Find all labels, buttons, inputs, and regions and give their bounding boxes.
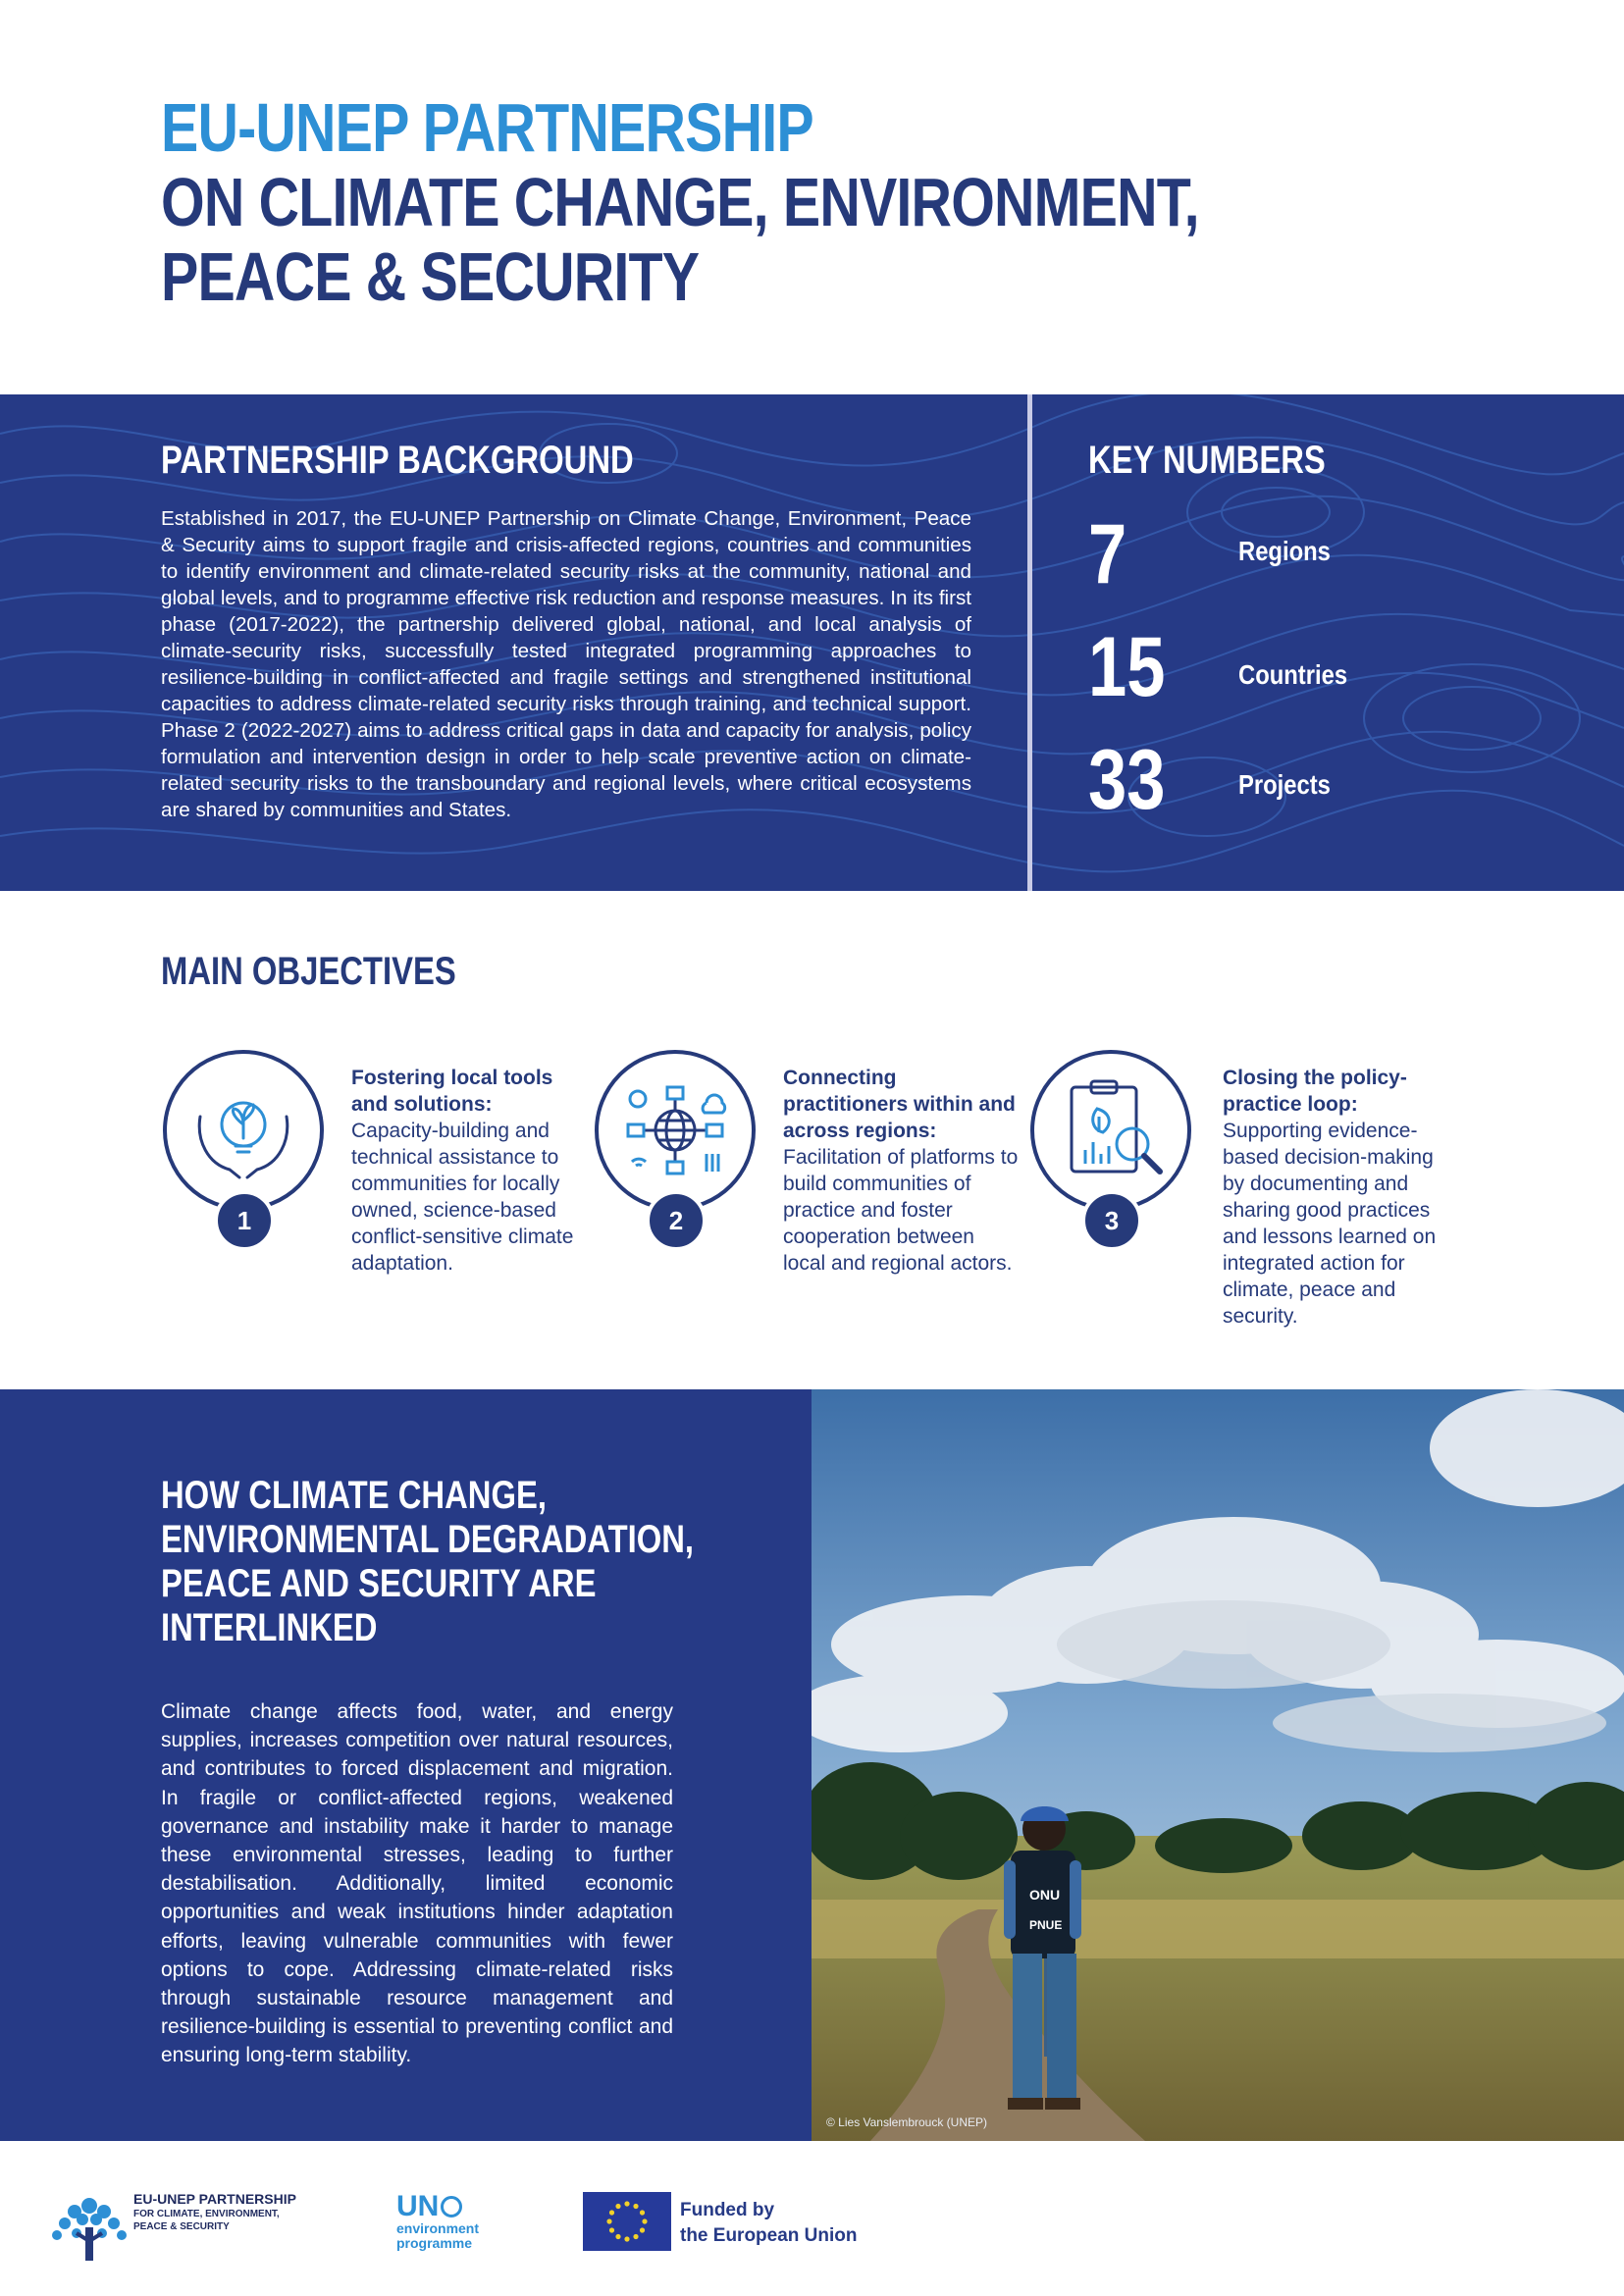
unep-logo <box>396 2192 479 2251</box>
interlinked-heading-line-3: PEACE AND SECURITY ARE <box>161 1562 597 1605</box>
objective-1 <box>351 1065 587 1277</box>
vest-text-onu: ONU <box>1029 1887 1061 1903</box>
title-line-1: EU-UNEP PARTNERSHIP <box>161 89 813 166</box>
clipboard-magnifier-icon <box>1028 1048 1193 1213</box>
funded-by-eu <box>680 2198 858 2249</box>
interlinked-heading-line-1: HOW CLIMATE CHANGE, <box>161 1474 547 1517</box>
objective-2 <box>783 1065 1019 1277</box>
partnership-logo-line-3: PEACE & SECURITY <box>133 2221 230 2232</box>
funded-by-line-1: Funded by <box>680 2200 775 2220</box>
plant-hands-icon <box>161 1048 326 1213</box>
field-photo <box>812 1389 1624 2141</box>
objective-3 <box>1223 1065 1458 1330</box>
unep-logo-un: UN <box>396 2190 440 2222</box>
partnership-logo-line-2: FOR CLIMATE, ENVIRONMENT, <box>133 2209 280 2219</box>
objective-2-number: 2 <box>646 1190 707 1251</box>
background-text: Established in 2017, the EU-UNEP Partnership on Climate Change, Environment, Peace & Security aims to support fragile and crisis-affected regions, countries and communities to identify environment and climate-related security risks at the community, national and global levels, and to programme effective risk reduction and response measures. In its first phase (2017-2022), the partnership delivered global, national, and local analysis of climate-security risks, successfully tested integrated programming approaches to resilience-building in conflict-affected and fragile settings and strengthened institutional capacities to address climate-related security risks through training, and technical support. Phase 2 (2022-2027) aims to address critical gaps in data and capacity for analysis, policy formulation and intervention design in order to help scale preventive action on climate-related security risks to the transboundary and regional levels, where critical ecosystems are shared by communities and States. <box>161 507 971 821</box>
key-number-projects-value: 33 <box>1088 733 1166 827</box>
band-divider <box>1027 394 1032 891</box>
objective-3-number: 3 <box>1081 1190 1142 1251</box>
objective-3-text: Supporting evidence-based decision-making by documenting and sharing good practices and lessons learned on integrated action for climate, peace and security. <box>1223 1120 1437 1328</box>
unep-logo-line-3: programme <box>396 2235 473 2251</box>
title-line-2: ON CLIMATE CHANGE, ENVIRONMENT, <box>161 164 1199 240</box>
eu-flag-icon <box>583 2192 671 2251</box>
interlinked-heading-line-4: INTERLINKED <box>161 1606 378 1649</box>
partnership-logo-line-1: EU-UNEP PARTNERSHIP <box>133 2191 296 2207</box>
key-numbers-heading: KEY NUMBERS <box>1088 439 1326 482</box>
partnership-tree-logo <box>47 2186 131 2267</box>
photo-credit: © Lies Vanslembrouck (UNEP) <box>826 2115 988 2129</box>
key-number-regions-value: 7 <box>1088 507 1127 601</box>
interlinked-heading-line-2: ENVIRONMENTAL DEGRADATION, <box>161 1518 695 1561</box>
unep-emblem-icon <box>441 2196 462 2218</box>
objective-1-title: Fostering local tools and solutions: <box>351 1067 553 1116</box>
interlinked-heading <box>161 1474 694 1650</box>
background-heading: PARTNERSHIP BACKGROUND <box>161 439 634 482</box>
key-number-projects-label: Projects <box>1238 769 1331 800</box>
key-number-countries-label: Countries <box>1238 659 1348 690</box>
vest-text-pnue: PNUE <box>1029 1918 1063 1932</box>
page-title <box>161 90 1427 314</box>
funded-by-line-2: the European Union <box>680 2225 858 2246</box>
objective-2-text: Facilitation of platforms to build communities of practice and foster cooperation between local and regional actors. <box>783 1146 1019 1275</box>
unep-logo-line-2: environment <box>396 2220 480 2236</box>
key-number-regions-label: Regions <box>1238 536 1331 566</box>
objective-1-number: 1 <box>214 1190 275 1251</box>
partnership-logo-text <box>133 2191 296 2233</box>
title-line-3: PEACE & SECURITY <box>161 238 700 315</box>
objective-1-text: Capacity-building and technical assistance to communities for locally owned, science-based conflict-sensitive climate adaptation. <box>351 1120 574 1275</box>
objective-3-title: Closing the policy-practice loop: <box>1223 1067 1407 1116</box>
key-number-countries-value: 15 <box>1088 620 1166 714</box>
network-globe-icon <box>593 1048 758 1213</box>
objectives-heading: MAIN OBJECTIVES <box>161 950 456 993</box>
objective-2-title: Connecting practitioners within and across regions: <box>783 1067 1016 1142</box>
interlinked-text: Climate change affects food, water, and energy supplies, increases competition over natural resources, and contributes to forced displacement and migration. In fragile or conflict-affected regions, weakened governance and instability make it harder to manage these environmental stresses, leading to further destabilisation. Additionally, limited economic opportunities and weak institutions hinder adaptation efforts, leaving vulnerable communities with fewer options to cope. Addressing climate-related risks through sustainable resource management and resilience-building is essential to preventing conflict and ensuring long-term stability. <box>161 1700 673 2067</box>
